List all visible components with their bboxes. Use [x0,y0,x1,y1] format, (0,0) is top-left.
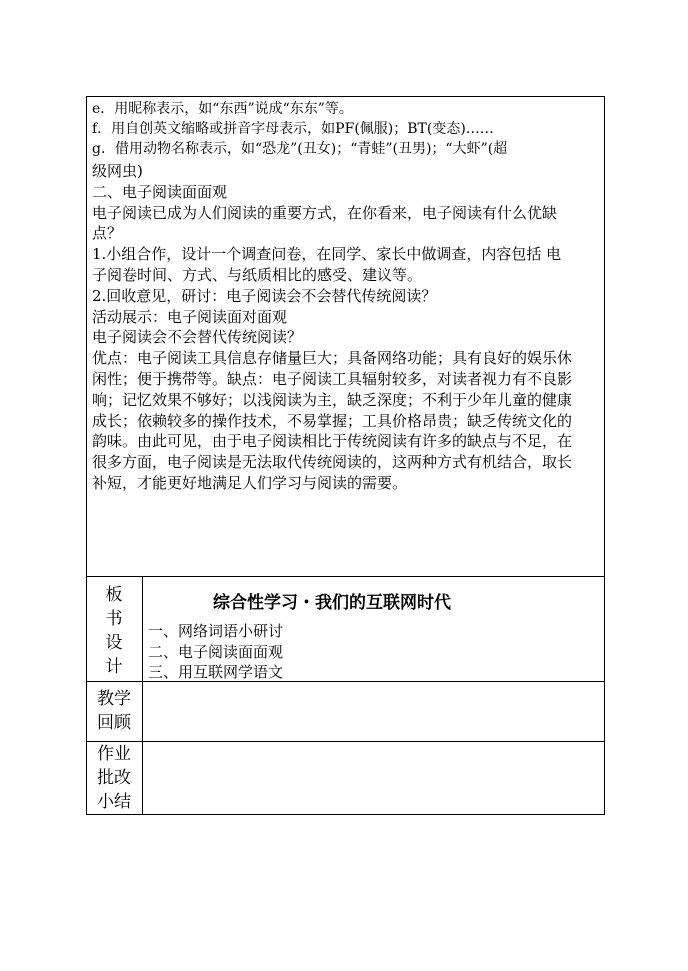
content-line: 点？ [92,224,123,242]
board-label-char: 书 [105,609,123,629]
content-line: 子阅卷时间、方式、与纸质相比的感受、建议等。 [92,266,423,284]
content-line: 补短，才能更好地满足人们学习与阅读的需要。 [92,474,408,492]
content-line: 电子阅读会不会替代传统阅读？ [92,328,303,346]
content-line: g．借用动物名称表示，如“恐龙”(丑女)；“青蛙”(丑男)；“大虾”(超 [92,141,508,157]
teaching-review-cell [143,682,604,741]
review-label-line: 回顾 [97,713,131,733]
content-line: e．用昵称表示，如“东西”说成“东东”等。 [92,101,353,117]
homework-label-line: 小结 [97,792,131,812]
board-label-char: 计 [105,657,123,677]
row-divider [86,576,605,577]
content-line: 1.小组合作，设计一个调查问卷，在同学、家长中做调查，内容包括 电 [92,245,562,263]
board-item: 三、用互联网学语文 [148,663,284,681]
section-heading: 二、电子阅读面面观 [92,183,228,201]
board-title: 综合性学习・我们的互联网时代 [213,593,451,613]
board-label-char: 设 [105,633,123,653]
board-label-char: 板 [105,585,123,605]
content-line: 很多方面，电子阅读是无法取代传统阅读的，这两种方式有机结合，取长 [92,453,573,471]
content-line: 闲性；便于携带等。缺点：电子阅读工具辐射较多，对读者视力有不良影 [92,370,573,388]
board-item: 二、电子阅读面面观 [148,643,284,661]
homework-label-line: 作业 [97,744,131,764]
content-line: 成长；依赖较多的操作技术，不易掌握；工具价格昂贵；缺乏传统文化的 [92,412,573,430]
content-line: 韵味。由此可见，由于电子阅读相比于传统阅读有许多的缺点与不足，在 [92,432,573,450]
content-line: 电子阅读已成为人们阅读的重要方式，在你看来，电子阅读有什么优缺 [92,204,558,222]
homework-summary-cell [143,742,604,814]
board-item: 一、网络词语小研讨 [148,622,284,640]
content-line: 2.回收意见，研讨：电子阅读会不会替代传统阅读？ [92,287,437,305]
content-line: 优点：电子阅读工具信息存储量巨大；具备网络功能；具有良好的娱乐休 [92,349,573,367]
content-line: 活动展示：电子阅读面对面观 [92,308,288,326]
content-line: 响；记忆效果不够好；以浅阅读为主，缺乏深度；不利于少年儿童的健康 [92,391,573,409]
content-line: f．用自创英文缩略或拼音字母表示，如PF(佩服)；BT(变态)…… [92,121,494,137]
content-line: 级网虫) [92,162,143,180]
homework-label-line: 批改 [97,768,131,788]
review-label-line: 教学 [97,689,131,709]
